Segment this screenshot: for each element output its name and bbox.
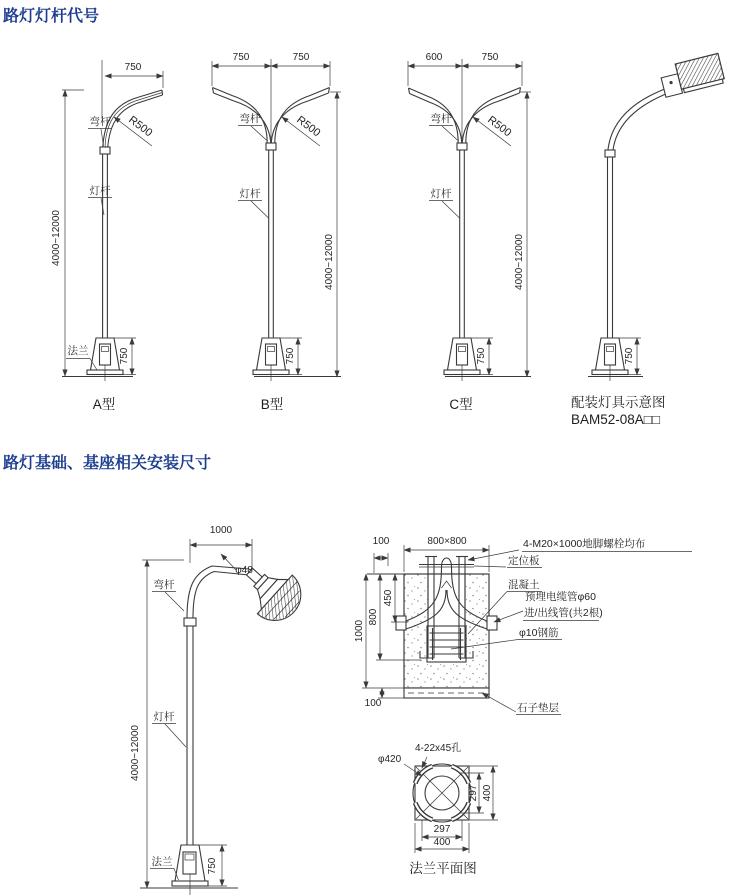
luminaire-icon (659, 53, 725, 97)
install-pole-arm-span-dim: 1000 (209, 525, 233, 536)
pole-b-base-height-dim: 750 (285, 347, 296, 365)
pole-c-arm-span-left-dim: 600 (425, 52, 443, 63)
pole-a-pole-label: 灯杆 (89, 184, 111, 197)
pole-c-pole-label: 灯杆 (430, 187, 452, 200)
flange-plan-drawing (404, 757, 498, 853)
pole-b-drawing (212, 59, 341, 381)
foundation-locating-plate-label: 定位板 (508, 555, 540, 567)
fixture-pole-drawing (588, 53, 725, 381)
section-title-installation: 路灯基础、基座相关安装尺寸 (3, 455, 212, 472)
foundation-depth-1000-dim: 1000 (354, 619, 365, 643)
pole-c-base-height-dim: 750 (476, 347, 487, 365)
pole-c-bend-radius-dim: R500 (485, 113, 514, 140)
pole-c-caption: C型 (449, 397, 473, 412)
foundation-plan-size-dim: 800×800 (427, 536, 467, 547)
flange-outer-size-h-dim: 400 (433, 837, 451, 848)
fixture-pole-caption-line2: BAM52-08A□□ (571, 412, 661, 427)
flange-holes-label: 4-22x45孔 (415, 743, 462, 754)
foundation-gravel-label: 石子垫层 (517, 702, 559, 714)
pole-c-drawing (408, 59, 531, 381)
pole-c-height-dim: 4000~12000 (514, 234, 525, 290)
install-pole-pole-label: 灯杆 (153, 710, 175, 723)
section-title-pole-codes: 路灯灯杆代号 (3, 8, 100, 25)
pole-b-bend-arm-label: 弯杆 (239, 112, 261, 125)
pole-b-arm-span-right-dim: 750 (292, 52, 310, 63)
foundation-anchor-bolt-label: 4-M20×1000地脚螺栓均布 (523, 538, 646, 550)
flange-bolt-spacing-v-dim: 297 (468, 784, 479, 802)
pole-a-bend-arm-label: 弯杆 (89, 115, 111, 128)
flange-outer-size-v-dim: 400 (482, 784, 493, 802)
foundation-edge-offset-dim: 100 (372, 536, 390, 547)
pole-a-base-height-dim: 750 (119, 347, 130, 365)
install-pole-flange-label: 法兰 (151, 855, 173, 868)
pole-b-bend-radius-dim: R500 (294, 113, 323, 140)
flange-outer-diameter-dim: φ420 (378, 754, 402, 765)
install-pole-base-height-dim: 750 (207, 857, 218, 875)
foundation-rebar-label: φ10钢筋 (519, 627, 559, 639)
pole-b-arm-span-left-dim: 750 (232, 52, 250, 63)
pole-c-arm-span-right-dim: 750 (481, 52, 499, 63)
pole-a-flange-label: 法兰 (67, 344, 89, 357)
fixture-pole-caption-line1: 配装灯具示意图 (571, 395, 666, 410)
foundation-conduit-label-line1: 预埋电缆管φ60 (525, 591, 596, 603)
fixture-pole-base-height-dim: 750 (624, 347, 635, 365)
pole-a-caption: A型 (92, 397, 116, 412)
foundation-depth-800-dim: 800 (368, 608, 379, 626)
foundation-depth-450-dim: 450 (383, 589, 394, 607)
pole-a-drawing (62, 60, 163, 381)
foundation-concrete-label: 混凝土 (508, 579, 540, 591)
foundation-conduit-label-line2: 进/出线管(共2根) (524, 607, 603, 619)
install-pole-height-dim: 4000~12000 (130, 725, 141, 781)
pole-b-height-dim: 4000~12000 (324, 234, 335, 290)
pole-a-bend-radius-dim: R500 (126, 113, 155, 140)
install-pole-arm-tip-dia-dim: φ48 (235, 565, 253, 576)
install-pole-bend-arm-label: 弯杆 (153, 578, 175, 591)
flange-bolt-spacing-h-dim: 297 (433, 824, 451, 835)
pole-b-pole-label: 灯杆 (239, 187, 261, 200)
pole-c-bend-arm-label: 弯杆 (430, 112, 452, 125)
pole-a-arm-span-dim: 750 (124, 62, 142, 73)
pole-b-caption: B型 (260, 397, 284, 412)
pole-a-height-dim: 4000~12000 (51, 210, 62, 266)
flange-plan-caption: 法兰平面图 (409, 861, 477, 876)
foundation-gravel-thickness-dim: 100 (364, 698, 382, 709)
